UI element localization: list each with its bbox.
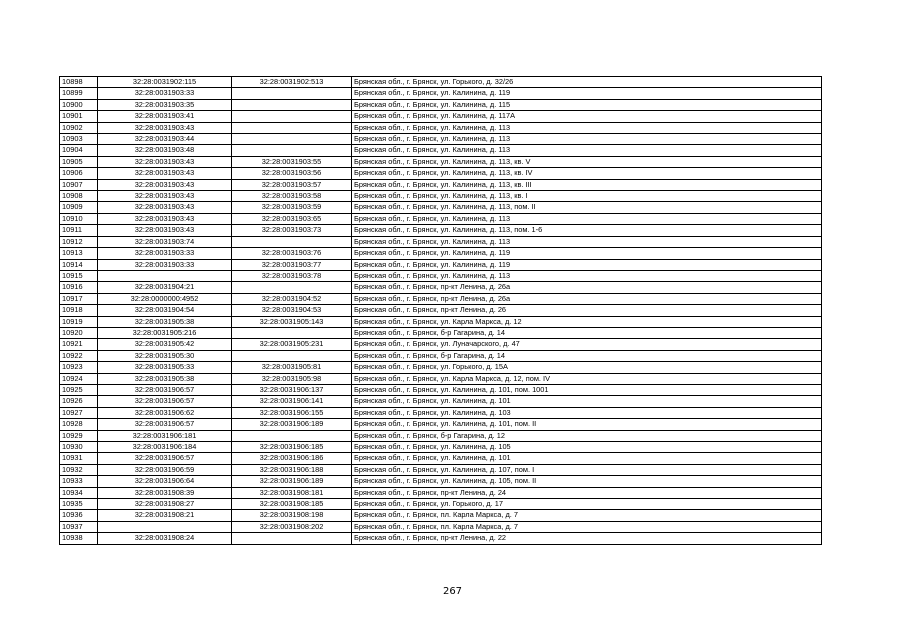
- table-row: [60, 225, 822, 236]
- table-row: [60, 350, 822, 361]
- table-row: [60, 487, 822, 498]
- cadastral-number-cell: 32:28:0031903:33: [98, 88, 232, 99]
- row-number-cell: 10917: [60, 293, 98, 304]
- row-number-cell: 10912: [60, 236, 98, 247]
- object-cadastral-number-cell: 32:28:0031906:188: [232, 464, 352, 475]
- object-cadastral-number-cell: [232, 236, 352, 247]
- row-number-cell: 10911: [60, 225, 98, 236]
- table-row: [60, 396, 822, 407]
- row-number-cell: 10921: [60, 339, 98, 350]
- table-row: [60, 430, 822, 441]
- row-number-cell: 10900: [60, 99, 98, 110]
- object-cadastral-number-cell: 32:28:0031908:185: [232, 499, 352, 510]
- address-cell: Брянская обл., г. Брянск, ул. Калинина, д. 103: [352, 407, 822, 418]
- cadastral-number-cell: 32:28:0031902:115: [98, 77, 232, 88]
- object-cadastral-number-cell: 32:28:0031904:53: [232, 305, 352, 316]
- object-cadastral-number-cell: 32:28:0031906:186: [232, 453, 352, 464]
- table-row: [60, 270, 822, 281]
- address-cell: Брянская обл., г. Брянск, ул. Калинина, д. 113, кв. IV: [352, 168, 822, 179]
- cadastral-number-cell: 32:28:0031906:57: [98, 384, 232, 395]
- address-cell: Брянская обл., г. Брянск, пр-кт Ленина, д. 26а: [352, 282, 822, 293]
- object-cadastral-number-cell: 32:28:0031908:202: [232, 521, 352, 532]
- cadastral-number-cell: 32:28:0031906:62: [98, 407, 232, 418]
- address-cell: Брянская обл., г. Брянск, ул. Калинина, д. 101, пом. II: [352, 419, 822, 430]
- table-row: [60, 293, 822, 304]
- address-cell: Брянская обл., г. Брянск, пр-кт Ленина, д. 24: [352, 487, 822, 498]
- row-number-cell: 10902: [60, 122, 98, 133]
- row-number-cell: 10932: [60, 464, 98, 475]
- cadastral-number-cell: 32:28:0031906:181: [98, 430, 232, 441]
- page-number: 267: [442, 586, 463, 597]
- cadastral-number-cell: 32:28:0031908:39: [98, 487, 232, 498]
- row-number-cell: 10922: [60, 350, 98, 361]
- cadastral-number-cell: 32:28:0031903:43: [98, 213, 232, 224]
- row-number-cell: 10904: [60, 145, 98, 156]
- address-cell: Брянская обл., г. Брянск, б-р Гагарина, д. 12: [352, 430, 822, 441]
- object-cadastral-number-cell: 32:28:0031908:181: [232, 487, 352, 498]
- cadastral-number-cell: 32:28:0031903:43: [98, 168, 232, 179]
- table-row: [60, 248, 822, 259]
- object-cadastral-number-cell: [232, 282, 352, 293]
- address-cell: Брянская обл., г. Брянск, ул. Калинина, д. 119: [352, 259, 822, 270]
- address-cell: Брянская обл., г. Брянск, ул. Калинина, д. 113, пом. II: [352, 202, 822, 213]
- table-row: [60, 88, 822, 99]
- address-cell: Брянская обл., г. Брянск, ул. Калинина, д. 119: [352, 88, 822, 99]
- object-cadastral-number-cell: 32:28:0031906:155: [232, 407, 352, 418]
- object-cadastral-number-cell: 32:28:0031906:189: [232, 419, 352, 430]
- row-number-cell: 10905: [60, 156, 98, 167]
- cadastral-number-cell: [98, 270, 232, 281]
- object-cadastral-number-cell: 32:28:0031903:58: [232, 191, 352, 202]
- address-cell: Брянская обл., г. Брянск, ул. Калинина, д. 113: [352, 134, 822, 145]
- object-cadastral-number-cell: [232, 111, 352, 122]
- row-number-cell: 10914: [60, 259, 98, 270]
- address-cell: Брянская обл., г. Брянск, ул. Калинина, д. 113, кв. I: [352, 191, 822, 202]
- row-number-cell: 10936: [60, 510, 98, 521]
- cadastral-number-cell: 32:28:0031903:44: [98, 134, 232, 145]
- row-number-cell: 10906: [60, 168, 98, 179]
- row-number-cell: 10937: [60, 521, 98, 532]
- row-number-cell: 10934: [60, 487, 98, 498]
- address-cell: Брянская обл., г. Брянск, ул. Луначарского, д. 47: [352, 339, 822, 350]
- address-cell: Брянская обл., г. Брянск, ул. Калинина, д. 113: [352, 270, 822, 281]
- object-cadastral-number-cell: 32:28:0031902:513: [232, 77, 352, 88]
- cadastral-number-cell: 32:28:0031903:43: [98, 191, 232, 202]
- table-row: [60, 145, 822, 156]
- address-cell: Брянская обл., г. Брянск, ул. Калинина, д. 117А: [352, 111, 822, 122]
- cadastral-number-cell: 32:28:0000000:4952: [98, 293, 232, 304]
- table-row: [60, 191, 822, 202]
- address-cell: Брянская обл., г. Брянск, ул. Калинина, д. 113: [352, 236, 822, 247]
- address-cell: Брянская обл., г. Брянск, ул. Горького, д. 32/26: [352, 77, 822, 88]
- object-cadastral-number-cell: 32:28:0031903:73: [232, 225, 352, 236]
- address-cell: Брянская обл., г. Брянск, пр-кт Ленина, д. 26а: [352, 293, 822, 304]
- address-cell: Брянская обл., г. Брянск, б-р Гагарина, д. 14: [352, 350, 822, 361]
- object-cadastral-number-cell: 32:28:0031903:57: [232, 179, 352, 190]
- object-cadastral-number-cell: [232, 99, 352, 110]
- row-number-cell: 10918: [60, 305, 98, 316]
- cadastral-number-cell: 32:28:0031903:43: [98, 225, 232, 236]
- table-row: [60, 499, 822, 510]
- address-cell: Брянская обл., г. Брянск, ул. Калинина, д. 101: [352, 453, 822, 464]
- cadastral-number-cell: 32:28:0031903:43: [98, 179, 232, 190]
- row-number-cell: 10924: [60, 373, 98, 384]
- cadastral-number-cell: 32:28:0031903:41: [98, 111, 232, 122]
- row-number-cell: 10898: [60, 77, 98, 88]
- cadastral-number-cell: 32:28:0031904:21: [98, 282, 232, 293]
- table-row: [60, 442, 822, 453]
- address-cell: Брянская обл., г. Брянск, ул. Горького, д. 15А: [352, 362, 822, 373]
- object-cadastral-number-cell: [232, 88, 352, 99]
- cadastral-number-cell: 32:28:0031905:33: [98, 362, 232, 373]
- table-row: [60, 168, 822, 179]
- cadastral-number-cell: 32:28:0031904:54: [98, 305, 232, 316]
- row-number-cell: 10923: [60, 362, 98, 373]
- row-number-cell: 10907: [60, 179, 98, 190]
- address-cell: Брянская обл., г. Брянск, ул. Горького, д. 17: [352, 499, 822, 510]
- cadastral-number-cell: [98, 521, 232, 532]
- cadastral-number-cell: 32:28:0031906:57: [98, 396, 232, 407]
- table-row: [60, 510, 822, 521]
- cadastral-number-cell: 32:28:0031906:57: [98, 419, 232, 430]
- row-number-cell: 10925: [60, 384, 98, 395]
- cadastral-number-cell: 32:28:0031905:30: [98, 350, 232, 361]
- cadastral-number-cell: 32:28:0031906:59: [98, 464, 232, 475]
- cadastral-number-cell: 32:28:0031908:24: [98, 533, 232, 544]
- cadastral-number-cell: 32:28:0031905:38: [98, 373, 232, 384]
- address-cell: Брянская обл., г. Брянск, пл. Карла Маркса, д. 7: [352, 510, 822, 521]
- table-row: [60, 339, 822, 350]
- table-row: [60, 533, 822, 544]
- table-row: [60, 476, 822, 487]
- address-cell: Брянская обл., г. Брянск, ул. Калинина, д. 113, пом. 1-6: [352, 225, 822, 236]
- row-number-cell: 10927: [60, 407, 98, 418]
- address-cell: Брянская обл., г. Брянск, ул. Карла Маркса, д. 12, пом. IV: [352, 373, 822, 384]
- cadastral-number-cell: 32:28:0031906:64: [98, 476, 232, 487]
- object-cadastral-number-cell: 32:28:0031903:56: [232, 168, 352, 179]
- cadastral-number-cell: 32:28:0031903:48: [98, 145, 232, 156]
- cadastral-number-cell: 32:28:0031906:184: [98, 442, 232, 453]
- table-row: [60, 202, 822, 213]
- row-number-cell: 10926: [60, 396, 98, 407]
- row-number-cell: 10915: [60, 270, 98, 281]
- row-number-cell: 10938: [60, 533, 98, 544]
- address-cell: Брянская обл., г. Брянск, ул. Калинина, д. 101, пом. 1001: [352, 384, 822, 395]
- address-cell: Брянская обл., г. Брянск, пр-кт Ленина, д. 22: [352, 533, 822, 544]
- cadastral-number-cell: 32:28:0031908:21: [98, 510, 232, 521]
- object-cadastral-number-cell: [232, 430, 352, 441]
- table-row: [60, 213, 822, 224]
- row-number-cell: 10928: [60, 419, 98, 430]
- object-cadastral-number-cell: 32:28:0031903:55: [232, 156, 352, 167]
- address-cell: Брянская обл., г. Брянск, ул. Калинина, д. 101: [352, 396, 822, 407]
- address-cell: Брянская обл., г. Брянск, б-р Гагарина, д. 14: [352, 327, 822, 338]
- row-number-cell: 10929: [60, 430, 98, 441]
- cadastral-number-cell: 32:28:0031905:38: [98, 316, 232, 327]
- address-cell: Брянская обл., г. Брянск, ул. Карла Маркса, д. 12: [352, 316, 822, 327]
- row-number-cell: 10903: [60, 134, 98, 145]
- object-cadastral-number-cell: 32:28:0031905:98: [232, 373, 352, 384]
- cadastral-number-cell: 32:28:0031908:27: [98, 499, 232, 510]
- cadastral-number-cell: 32:28:0031903:43: [98, 156, 232, 167]
- object-cadastral-number-cell: 32:28:0031906:141: [232, 396, 352, 407]
- object-cadastral-number-cell: [232, 327, 352, 338]
- object-cadastral-number-cell: 32:28:0031905:143: [232, 316, 352, 327]
- table-row: [60, 464, 822, 475]
- address-cell: Брянская обл., г. Брянск, ул. Калинина, д. 113: [352, 145, 822, 156]
- table-row: [60, 111, 822, 122]
- table-row: [60, 362, 822, 373]
- table-row: [60, 327, 822, 338]
- cadastral-number-cell: 32:28:0031905:42: [98, 339, 232, 350]
- cadastral-registry-table: [59, 76, 822, 545]
- row-number-cell: 10933: [60, 476, 98, 487]
- table-row: [60, 134, 822, 145]
- object-cadastral-number-cell: 32:28:0031903:76: [232, 248, 352, 259]
- table-row: [60, 99, 822, 110]
- object-cadastral-number-cell: 32:28:0031905:81: [232, 362, 352, 373]
- address-cell: Брянская обл., г. Брянск, ул. Калинина, д. 107, пом. I: [352, 464, 822, 475]
- object-cadastral-number-cell: 32:28:0031906:185: [232, 442, 352, 453]
- address-cell: Брянская обл., г. Брянск, ул. Калинина, д. 119: [352, 248, 822, 259]
- address-cell: Брянская обл., г. Брянск, ул. Калинина, д. 115: [352, 99, 822, 110]
- object-cadastral-number-cell: [232, 350, 352, 361]
- cadastral-number-cell: 32:28:0031903:33: [98, 259, 232, 270]
- table-row: [60, 521, 822, 532]
- row-number-cell: 10913: [60, 248, 98, 259]
- table-row: [60, 236, 822, 247]
- object-cadastral-number-cell: 32:28:0031904:52: [232, 293, 352, 304]
- object-cadastral-number-cell: [232, 533, 352, 544]
- table-row: [60, 156, 822, 167]
- table-row: [60, 179, 822, 190]
- cadastral-number-cell: 32:28:0031903:43: [98, 202, 232, 213]
- address-cell: Брянская обл., г. Брянск, пл. Карла Маркса, д. 7: [352, 521, 822, 532]
- table-row: [60, 259, 822, 270]
- address-cell: Брянская обл., г. Брянск, ул. Калинина, д. 105, пом. II: [352, 476, 822, 487]
- row-number-cell: 10899: [60, 88, 98, 99]
- cadastral-number-cell: 32:28:0031906:57: [98, 453, 232, 464]
- table-row: [60, 77, 822, 88]
- table-row: [60, 282, 822, 293]
- cadastral-number-cell: 32:28:0031903:43: [98, 122, 232, 133]
- row-number-cell: 10916: [60, 282, 98, 293]
- row-number-cell: 10935: [60, 499, 98, 510]
- row-number-cell: 10931: [60, 453, 98, 464]
- table-row: [60, 122, 822, 133]
- row-number-cell: 10901: [60, 111, 98, 122]
- object-cadastral-number-cell: 32:28:0031906:189: [232, 476, 352, 487]
- registry-table-body: [60, 77, 822, 545]
- cadastral-number-cell: 32:28:0031905:216: [98, 327, 232, 338]
- address-cell: Брянская обл., г. Брянск, ул. Калинина, д. 113, кв. III: [352, 179, 822, 190]
- row-number-cell: 10910: [60, 213, 98, 224]
- object-cadastral-number-cell: 32:28:0031903:59: [232, 202, 352, 213]
- row-number-cell: 10920: [60, 327, 98, 338]
- row-number-cell: 10930: [60, 442, 98, 453]
- object-cadastral-number-cell: 32:28:0031903:77: [232, 259, 352, 270]
- row-number-cell: 10919: [60, 316, 98, 327]
- object-cadastral-number-cell: 32:28:0031908:198: [232, 510, 352, 521]
- table-row: [60, 384, 822, 395]
- table-row: [60, 419, 822, 430]
- table-row: [60, 305, 822, 316]
- cadastral-number-cell: 32:28:0031903:35: [98, 99, 232, 110]
- table-row: [60, 407, 822, 418]
- object-cadastral-number-cell: [232, 134, 352, 145]
- address-cell: Брянская обл., г. Брянск, ул. Калинина, д. 113: [352, 122, 822, 133]
- address-cell: Брянская обл., г. Брянск, ул. Калинина, д. 105: [352, 442, 822, 453]
- table-row: [60, 373, 822, 384]
- address-cell: Брянская обл., г. Брянск, ул. Калинина, д. 113: [352, 213, 822, 224]
- cadastral-number-cell: 32:28:0031903:33: [98, 248, 232, 259]
- row-number-cell: 10908: [60, 191, 98, 202]
- table-row: [60, 453, 822, 464]
- row-number-cell: 10909: [60, 202, 98, 213]
- object-cadastral-number-cell: [232, 122, 352, 133]
- object-cadastral-number-cell: 32:28:0031903:65: [232, 213, 352, 224]
- object-cadastral-number-cell: 32:28:0031905:231: [232, 339, 352, 350]
- address-cell: Брянская обл., г. Брянск, пр-кт Ленина, д. 26: [352, 305, 822, 316]
- cadastral-number-cell: 32:28:0031903:74: [98, 236, 232, 247]
- address-cell: Брянская обл., г. Брянск, ул. Калинина, д. 113, кв. V: [352, 156, 822, 167]
- table-row: [60, 316, 822, 327]
- object-cadastral-number-cell: 32:28:0031906:137: [232, 384, 352, 395]
- object-cadastral-number-cell: 32:28:0031903:78: [232, 270, 352, 281]
- object-cadastral-number-cell: [232, 145, 352, 156]
